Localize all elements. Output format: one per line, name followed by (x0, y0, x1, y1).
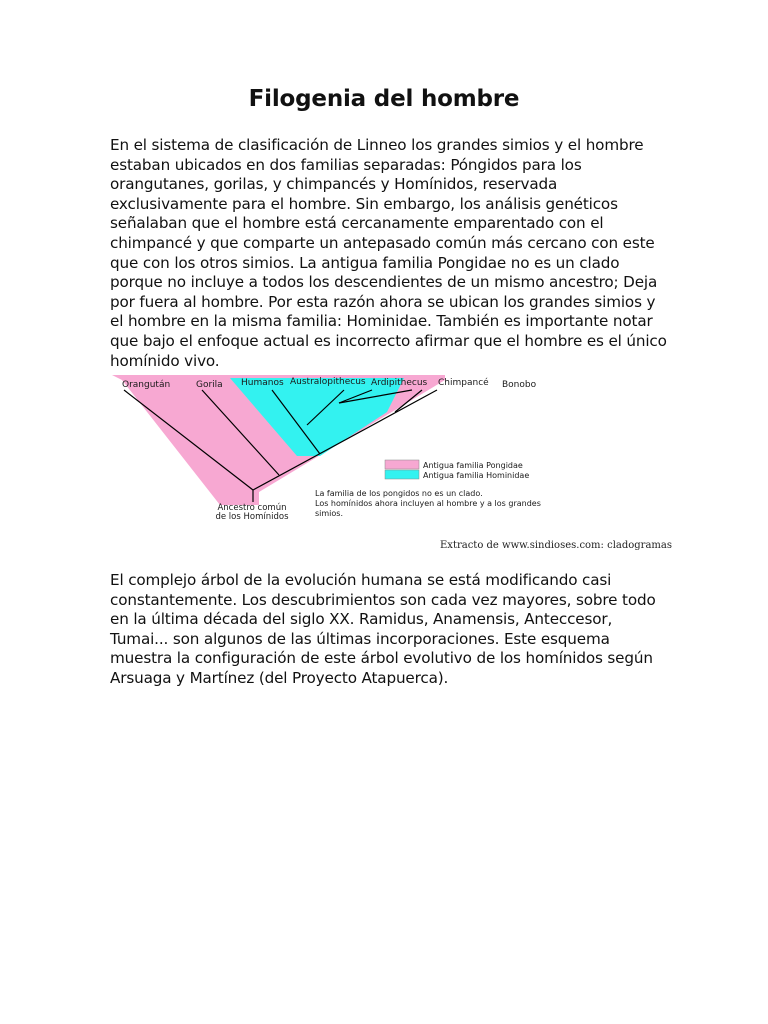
root-label-line1: Ancestro común (217, 503, 287, 513)
page-title: Filogenia del hombre (248, 86, 520, 112)
label-ardipithecus: Ardipithecus (371, 378, 428, 388)
label-australopithecus: Australopithecus (290, 377, 366, 387)
paragraph-intro: En el sistema de clasificación de Linneo los grandes simios y el hombre estaban ubicados en dos familias separadas: Póngidos para los orangutanes, gorilas, y chimpancés y Homínidos, reservada exclusivamente para el hombre. Sin embargo, los análisis genéticos señalaban que el hombre está cercanamente emparentado con el chimpancé y que comparte un antepasado común más cercano con este que con los otros simios. La antigua familia Pongidae no es un clado porque no incluye a todos los descendientes de un mismo ancestro; Deja por fuera al hombre. Por esta razón ahora se ubican los grandes simios y el hombre en la misma familia: Hominidae. También es importante notar que bajo el enfoque actual es incorrecto afirmar que el hombre es el único homínido vivo. (110, 136, 667, 370)
root-label-line2: de los Homínidos (215, 512, 289, 522)
legend (385, 460, 529, 480)
legend-pongidae: Antigua familia Pongidae (423, 461, 523, 470)
note-line3: simios. (315, 509, 344, 518)
label-gorila: Gorila (196, 380, 223, 390)
label-humanos: Humanos (241, 378, 284, 388)
paragraph-evolution: El complejo árbol de la evolución humana se está modificando casi constantemente. Los descubrimientos son cada vez mayores, sobre todo en la última década del siglo XX. Ramidus, Anamensis, Anteccesor, Tumai... son algunos de las últimas incorporaciones. Este esquema muestra la configuración de este árbol evolutivo de los homínidos según Arsuaga y Martínez (del Proyecto Atapuerca). (110, 571, 656, 687)
label-bonobo: Bonobo (502, 380, 537, 390)
label-orangutan: Orangután (122, 380, 171, 390)
note-line2: Los homínidos ahora incluyen al hombre y a los grandes (315, 499, 541, 508)
label-chimpance: Chimpancé (438, 378, 489, 388)
legend-hominidae: Antigua familia Hominidae (423, 471, 530, 480)
cladogram-svg (112, 370, 542, 525)
note-line1: La familia de los pongidos no es un clado. (315, 489, 483, 498)
figure-caption: Extracto de www.sindioses.com: cladogramas (440, 540, 672, 551)
cladogram-figure (112, 370, 542, 525)
